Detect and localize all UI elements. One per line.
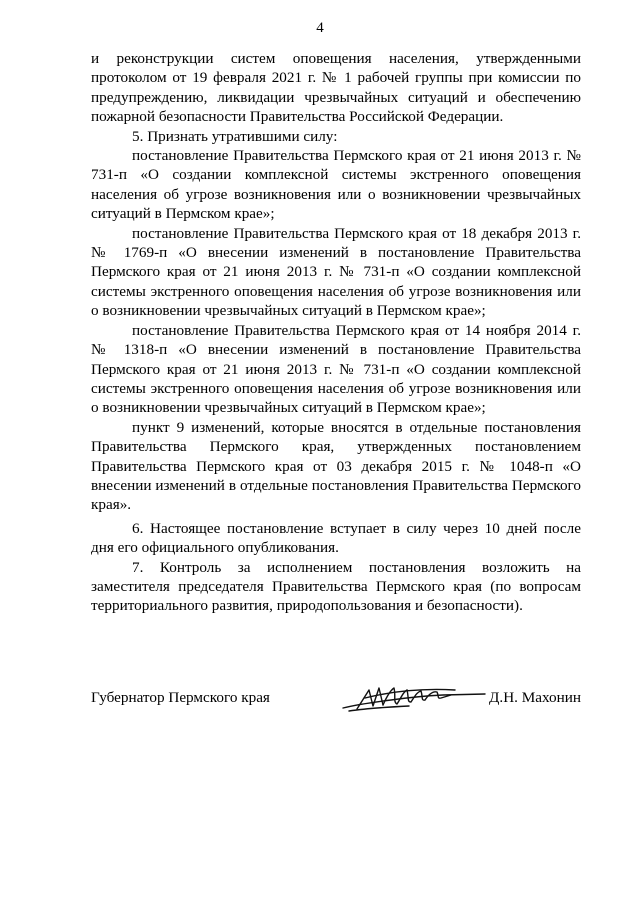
- handwritten-signature-icon: [339, 678, 489, 718]
- paragraph-repealed-act-3: постановление Правительства Пермского края от 14 ноября 2014 г. № 1318-п «О внесении изменений в постановление Правительства Пермского края от 21 июня 2013 г. № 731-п «О создании комплексной системы экстренного оповещения населения об угрозе возникновения или о возникновении чрезвычайных ситуаций в Пермском крае»;: [91, 321, 581, 417]
- paragraph-repealed-act-1: постановление Правительства Пермского края от 21 июня 2013 г. № 731-п «О создании комплексной системы экстренного оповещения населения об угрозе возникновения или о возникновении чрезвычайных ситуаций в Пермском крае»;: [91, 147, 581, 223]
- signature-block: [91, 688, 581, 718]
- paragraph-item-5: 5. Признать утратившими силу:: [132, 127, 338, 145]
- document-body: [91, 49, 581, 616]
- signatory-name: Д.Н. Махонин: [489, 689, 581, 706]
- page-number: 4: [316, 20, 324, 36]
- paragraph-continuation: и реконструкции систем оповещения населения, утвержденными протоколом от 19 февраля 2021 г. № 1 рабочей группы при комиссии по предупреждению, ликвидации чрезвычайных ситуаций и обеспечению пожарной безопасности Правительства Российской Федерации.: [91, 50, 581, 126]
- paragraph-item-6: 6. Настоящее постановление вступает в силу через 10 дней после дня его официального опубликования.: [91, 519, 581, 557]
- paragraph-repealed-act-4: пункт 9 изменений, которые вносятся в отдельные постановления Правительства Пермского края, утвержденных постановлением Правительства Пермского края от 03 декабря 2015 г. № 1048-п «О внесении изменений в отдельные постановления Правительства Пермского края».: [91, 418, 581, 514]
- paragraph-repealed-act-2: постановление Правительства Пермского края от 18 декабря 2013 г. № 1769-п «О внесении изменений в постановление Правительства Пермского края от 21 июня 2013 г. № 731-п «О создании комплексной системы экстренного оповещения населения об угрозе возникновения или о возникновении чрезвычайных ситуаций в Пермском крае»;: [91, 224, 581, 320]
- signatory-position: Губернатор Пермского края: [91, 689, 270, 706]
- paragraph-item-7: 7. Контроль за исполнением постановления возложить на заместителя председателя Правительства Пермского края (по вопросам территориального развития, природопользования и безопасности).: [91, 558, 581, 615]
